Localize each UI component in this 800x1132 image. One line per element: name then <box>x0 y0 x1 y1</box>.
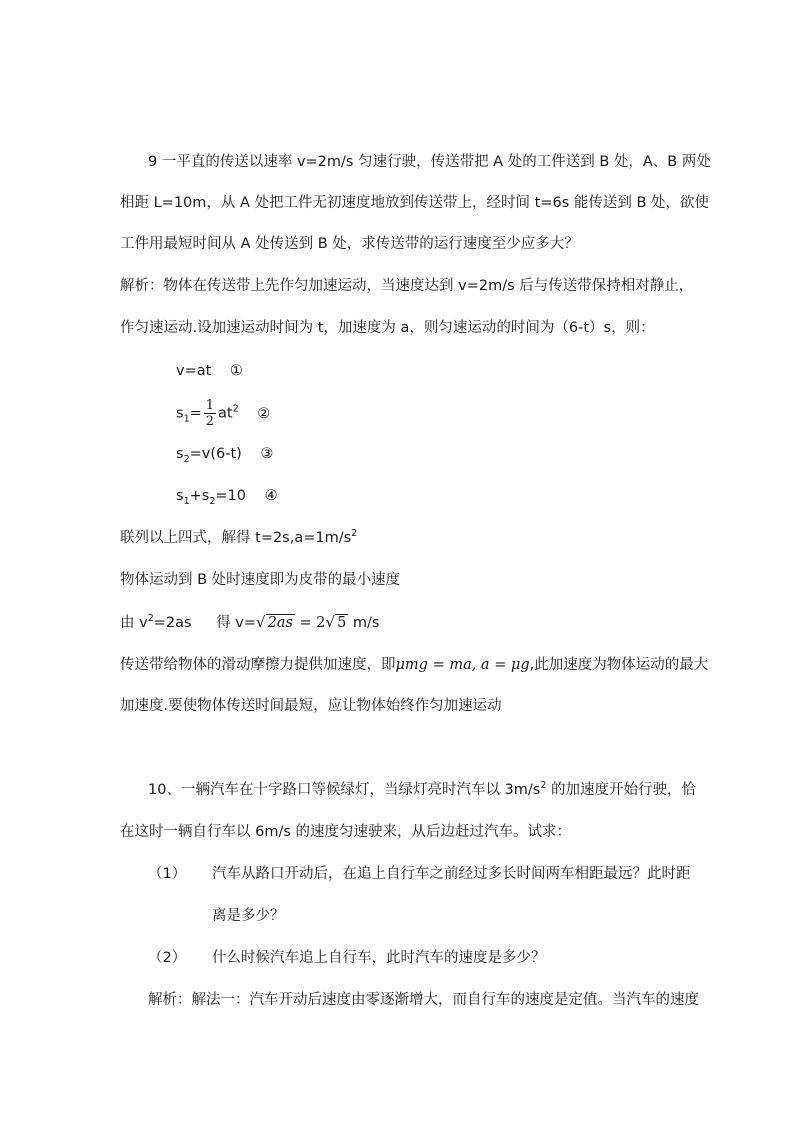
sqrt-2as <box>256 612 295 633</box>
question-1-number: （1） <box>148 866 187 882</box>
circled-number-4: ④ <box>264 488 278 504</box>
problem10-stem-line2: 在这时一辆自行车以 6m/s 的速度匀速驶来，从后边赶过汽车。试求： <box>120 824 572 840</box>
velocity-formula-a: 由 v <box>120 615 148 631</box>
solution-result-text: 联列以上四式，解得 t=2s,a=1m/s <box>120 530 352 546</box>
min-speed-statement: 物体运动到 B 处时速度即为皮带的最小速度 <box>120 572 401 588</box>
friction-text-a: 传送带给物体的滑动摩擦力提供加速度，即 <box>120 657 396 673</box>
sqrt-5-radicand: 5 <box>337 615 347 631</box>
question-1-line1: 汽车从路口开动后，在追上自行车之前经过多长时间两车相距最远？此时距 <box>212 866 691 882</box>
equation-2-superscript: 2 <box>232 403 239 415</box>
circled-number-3: ③ <box>260 446 274 462</box>
sqrt-5 <box>326 612 349 633</box>
equation-2-equals: = <box>189 405 202 422</box>
velocity-formula-equals: = 2 <box>294 615 326 631</box>
problem10-stem-b: 的加速度开始行驶，恰 <box>546 782 697 798</box>
velocity-unit: m/s <box>348 615 380 631</box>
solution-result-superscript: 2 <box>351 528 358 540</box>
friction-text-b: ,此加速度为物体运动的最大 <box>529 657 709 673</box>
equation-2-at: at <box>218 405 233 422</box>
friction-statement-line1 <box>120 655 708 675</box>
question-1-line2: 离是多少？ <box>212 908 285 924</box>
question-2-number: （2） <box>148 950 187 966</box>
equation-2-s: s <box>176 405 184 422</box>
fraction-denominator: 2 <box>205 414 215 429</box>
sqrt-2as-radicand: 2as <box>267 615 293 631</box>
circled-number-1: ① <box>229 363 243 379</box>
fraction-numerator: 1 <box>205 398 215 413</box>
equation-2 <box>176 398 270 429</box>
fraction-one-half <box>204 398 216 429</box>
velocity-formula-superscript: 2 <box>147 613 154 625</box>
problem9-stem-line3: 工件用最短时间从 A 处传送到 B 处，求传送带的运行速度至少应多大？ <box>120 236 579 252</box>
equation-3-subscript: 2 <box>183 453 190 465</box>
problem9-stem-line2: 相距 L=10m，从 A 处把工件无初速度地放到传送带上，经时间 t=6s 能传送到 B 处，欲使 <box>120 195 710 211</box>
problem10-stem-line1 <box>148 780 696 800</box>
friction-formula: μmg = ma, a = μg <box>395 657 530 673</box>
question-2-text: 什么时候汽车追上自行车，此时汽车的速度是多少？ <box>212 950 546 966</box>
equation-4 <box>176 486 278 506</box>
equation-1-body: v=at <box>176 363 212 379</box>
equation-4-s1: s <box>176 488 184 504</box>
problem10-analysis-line1: 解析：解法一：汽车开动后速度由零逐渐增大，而自行车的速度是定值。当汽车的速度 <box>148 992 699 1008</box>
circled-number-2: ② <box>257 405 271 422</box>
equation-3-body: =v(6-t) <box>189 446 242 462</box>
velocity-formula-line <box>120 612 379 633</box>
equation-3-s: s <box>176 446 184 462</box>
problem9-stem-line1: 9 一平直的传送以速率 v=2m/s 匀速行驶，传送带把 A 处的工件送到 B 处，A、B 两处 <box>148 154 711 170</box>
velocity-formula-c: 得 v= <box>216 615 257 631</box>
equation-4-plus-s: +s <box>189 488 210 504</box>
problem10-stem-superscript: 2 <box>540 780 547 792</box>
radical-sign: √ <box>256 613 266 631</box>
equation-4-result: =10 <box>215 488 246 504</box>
problem9-analysis-line2: 作匀速运动.设加速运动时间为 t，加速度为 a，则匀速运动的时间为（6-t）s，则： <box>120 320 655 336</box>
equation-1 <box>176 361 243 381</box>
radical-sign: √ <box>325 613 336 631</box>
equation-4-subscript-2: 2 <box>209 495 216 507</box>
equation-2-subscript: 1 <box>183 413 190 425</box>
problem10-stem-a: 10、一辆汽车在十字路口等候绿灯，当绿灯亮时汽车以 3m/s <box>148 782 541 798</box>
solution-result-line <box>120 528 357 548</box>
velocity-formula-b: =2as <box>153 615 192 631</box>
problem9-analysis-line1: 解析：物体在传送带上先作匀加速运动，当速度达到 v=2m/s 后与传送带保持相对静止， <box>120 278 694 294</box>
equation-4-subscript-1: 1 <box>183 495 190 507</box>
friction-statement-line2: 加速度.要使物体传送时间最短，应让物体始终作匀加速运动 <box>120 698 502 714</box>
equation-3 <box>176 444 273 464</box>
